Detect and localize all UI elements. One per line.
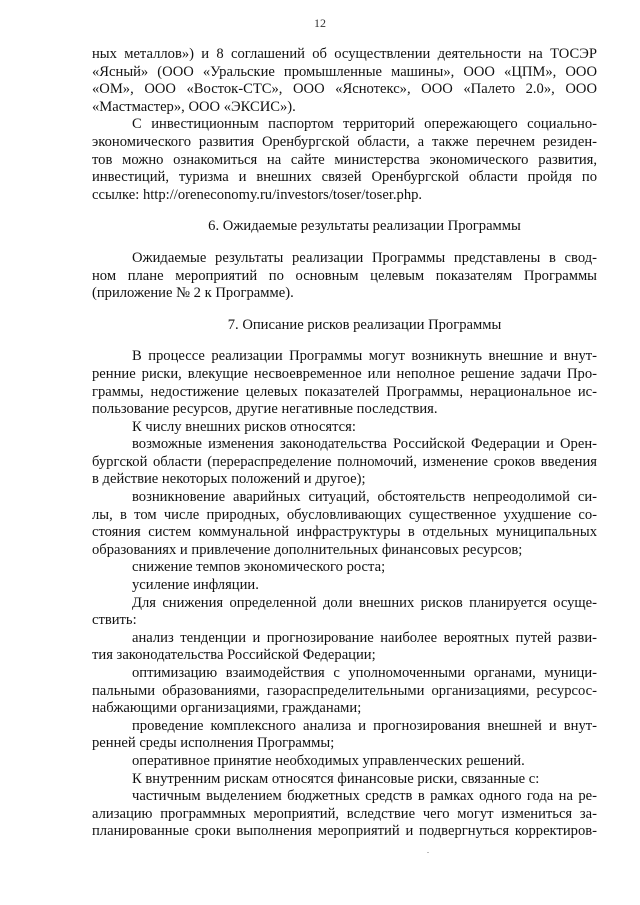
text-line: «ОМ», ООО «Восток-СТС», ООО «Яснотекс», ООО «Палето 2.0», ООО xyxy=(92,81,597,98)
text-line: усиление инфляции. xyxy=(132,577,259,594)
paragraph xyxy=(92,788,597,841)
text-line: бургской области (перераспределение полномочий, изменение сроков введения xyxy=(92,453,597,470)
text-line: ализацию программных мероприятий, вследствие чего могут измениться за- xyxy=(92,805,597,822)
paragraph xyxy=(92,559,597,577)
paragraph xyxy=(92,771,597,789)
text-line: тия законодательства Российской Федерации; xyxy=(92,647,376,664)
text-line: ссылке: http://oreneconomy.ru/investors/toser/toser.php. xyxy=(92,186,423,203)
document-body xyxy=(92,46,597,841)
text-line: инвестиций, туризма и внешних связей Оренбургской области пройдя по xyxy=(92,169,597,186)
text-line: проведение комплексного анализа и прогнозирования внешней и внут- xyxy=(132,717,597,734)
paragraph xyxy=(92,250,597,303)
paragraph xyxy=(92,436,597,489)
section-heading: 7. Описание рисков реализации Программы xyxy=(227,316,502,333)
paragraph xyxy=(92,595,597,630)
text-line: возможные изменения законодательства Российской Федерации и Орен- xyxy=(132,436,597,453)
text-line: «Ясный» (ООО «Уральские промышленные машины», ООО «ЦПМ», ООО xyxy=(92,63,597,80)
paragraph xyxy=(92,630,597,665)
paragraph xyxy=(92,348,597,418)
paragraph xyxy=(92,489,597,559)
text-line: «Мастмастер», ООО «ЭКСИС»). xyxy=(92,98,296,115)
text-line: образованиях и привлечение дополнительных финансовых ресурсов; xyxy=(92,541,523,558)
text-line: набжающими организациями, гражданами; xyxy=(92,700,362,717)
text-line: возникновение аварийных ситуаций, обстоятельств непреодолимой си- xyxy=(132,489,597,506)
text-line: оптимизацию взаимодействия с уполномоченными органами, муници- xyxy=(132,665,597,681)
paragraph xyxy=(92,46,597,116)
text-line: анализ тенденции и прогнозирование наиболее вероятных путей разви- xyxy=(132,629,597,646)
text-line: пальными образованиями, газораспределительными организациями, ресурсос- xyxy=(92,682,597,699)
text-line: ренние риски, влекущие несвоевременное или неполное решение задачи Про- xyxy=(92,365,597,382)
paragraph xyxy=(92,718,597,753)
text-line: стояния систем коммунальной инфраструктуры в отдельных муниципальных xyxy=(92,524,597,541)
text-line: Для снижения определенной доли внешних рисков планируется осуще- xyxy=(132,594,597,611)
text-line: С инвестиционным паспортом территорий опережающего социально- xyxy=(132,116,597,133)
text-line: тов можно ознакомиться на сайте министерства экономического развития, xyxy=(92,151,597,168)
text-line: В процессе реализации Программы могут возникнуть внешние и внут- xyxy=(132,348,597,365)
text-line: ренней среды исполнения Программы; xyxy=(92,735,335,752)
paragraph xyxy=(92,753,597,771)
text-line: ном плане мероприятий по основным целевым показателям Программы xyxy=(92,267,597,284)
text-line: ных металлов») и 8 соглашений об осуществлении деятельности на ТОСЭР xyxy=(92,46,597,62)
text-line: К внутренним рискам относятся финансовые риски, связанные с: xyxy=(132,770,540,787)
text-line: снижение темпов экономического роста; xyxy=(132,559,386,576)
section-heading: 6. Ожидаемые результаты реализации Программы xyxy=(208,218,521,235)
text-line: частичным выделением бюджетных средств в рамках одного года на ре- xyxy=(132,788,597,805)
text-line: пользование ресурсов, другие негативные последствия. xyxy=(92,401,438,418)
text-line: в действие некоторых положений и другое); xyxy=(92,471,366,488)
page-number: 12 xyxy=(314,16,326,30)
text-line: планированные сроки выполнения мероприятий и подвергнуться корректиров- xyxy=(92,823,597,840)
text-line: оперативное принятие необходимых управленческих решений. xyxy=(132,752,525,769)
text-line: лы, в том числе природных, обусловливающих существенное ухудшение со- xyxy=(92,506,597,523)
paragraph xyxy=(92,116,597,204)
paragraph xyxy=(92,577,597,595)
text-line: (приложение № 2 к Программе). xyxy=(92,285,294,302)
paragraph xyxy=(92,419,597,437)
text-line: ствить: xyxy=(92,612,137,629)
text-line: Ожидаемые результаты реализации Программы представлены в свод- xyxy=(132,249,597,266)
paragraph xyxy=(92,665,597,718)
text-line: К числу внешних рисков относятся: xyxy=(132,418,356,435)
scan-speck xyxy=(427,852,429,853)
text-line: граммы, недостижение целевых показателей Программы, нерациональное ис- xyxy=(92,383,597,400)
text-line: экономического развития Оренбургской области, а также перечнем резиден- xyxy=(92,133,597,150)
